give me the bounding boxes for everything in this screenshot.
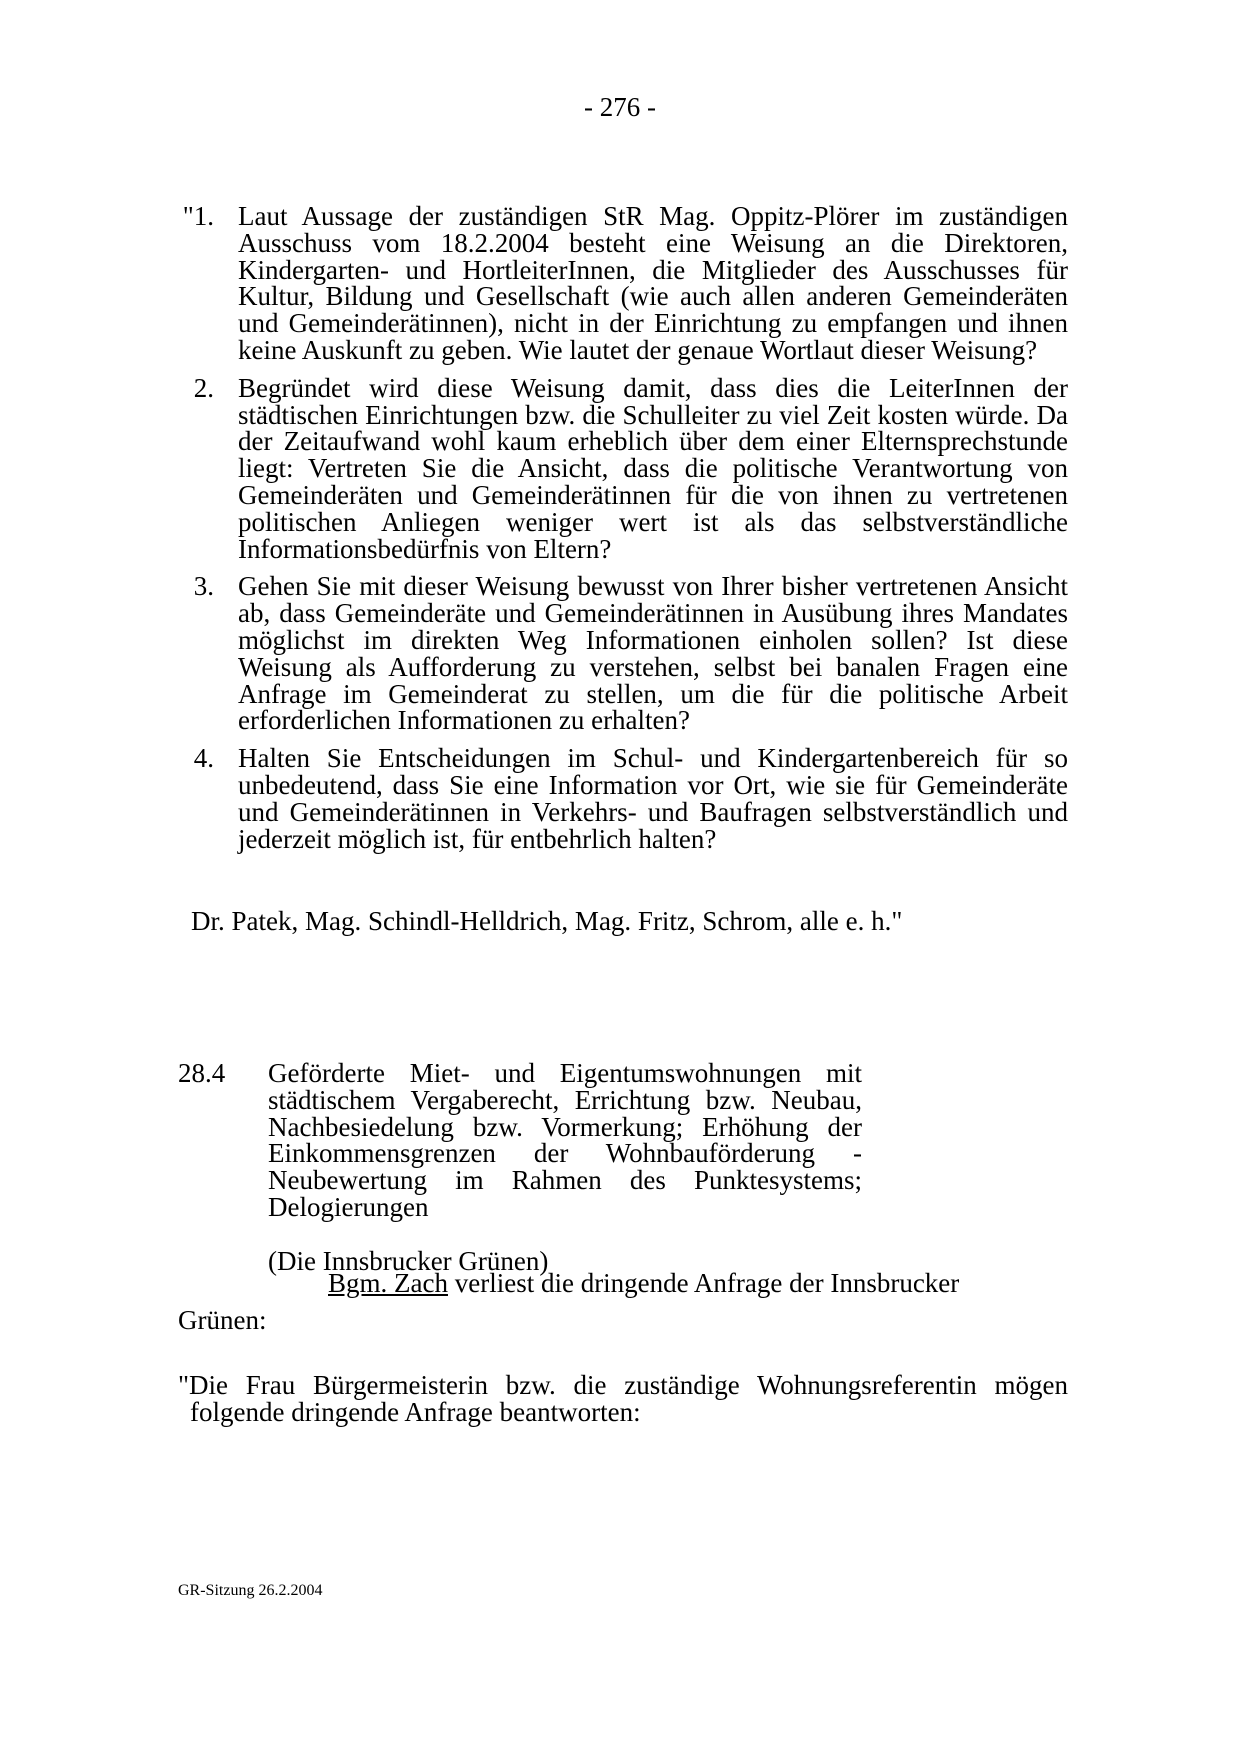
question-text: Halten Sie Entscheidungen im Schul- und Kindergartenbereich für so unbedeutend, dass Sie eine Information vor Ort, wie sie für Gemeinderäte und Gemeinderätinnen in Verkehrs- und Baufragen selbstverständlich und jederzeit möglich ist, für entbehrlich halten?: [238, 743, 1068, 854]
question-list: [178, 203, 1068, 863]
question-number: 3.: [193, 571, 214, 602]
question-text: Begründet wird diese Weisung damit, dass dies die LeiterInnen der städtischen Einrichtungen bzw. die Schulleiter zu viel Zeit kosten würde. Da der Zeitaufwand wohl kaum erheblich über dem einer Elternsprechstunde liegt: Vertreten Sie die Ansicht, dass die politische Verantwortung von Gemeinderäten und Gemeinderätinnen für die von ihnen zu vertretenen politischen Anliegen weniger wert ist als das selbstverständliche Informationsbedürfnis von Eltern?: [238, 372, 1068, 564]
question-number: 2.: [193, 372, 214, 403]
question-text: Laut Aussage der zuständigen StR Mag. Oppitz-Plörer im zuständigen Ausschuss vom 18.2.2004 besteht eine Weisung an die Direktoren, Kindergarten- und HortleiterInnen, die Mitglieder des Ausschusses für Kultur, Bildung und Gesellschaft (wie auch allen anderen Gemeinderäten und Gemeinderätinnen), nicht in der Einrichtung zu empfangen und ihnen keine Auskunft zu geben. Wie lautet der genaue Wortlaut dieser Weisung?: [238, 201, 1068, 365]
reading-text: verliest die dringende Anfrage der Innsbrucker: [447, 1268, 960, 1298]
question-text: Gehen Sie mit dieser Weisung bewusst von Ihrer bisher vertretenen Ansicht ab, dass Gemeinderäte und Gemeinderätinnen in Ausübung ihres Mandates möglichst im direkten Weg Informationen einholen sollen? Ist diese Weisung als Aufforderung zu verstehen, selbst bei banalen Fragen eine Anfrage im Gemeinderat zu stellen, um die für die politische Arbeit erforderlichen Informationen zu erhalten?: [238, 571, 1068, 736]
question-number: "1.: [182, 201, 214, 231]
question-item-1: [178, 203, 1068, 364]
inquiry-intro-line-1: "Die Frau Bürgermeisterin bzw. die zuständige Wohnungsreferentin mögen: [178, 1370, 1068, 1400]
speaker-name: Bgm. Zach: [328, 1268, 448, 1298]
section-number: 28.4: [178, 1058, 226, 1088]
footer-session: GR-Sitzung 26.2.2004: [178, 1582, 323, 1599]
signatures: Dr. Patek, Mag. Schindl-Helldrich, Mag. Fritz, Schrom, alle e. h.": [191, 906, 903, 936]
question-item-3: [178, 573, 1068, 734]
reading-line: [328, 1268, 959, 1298]
question-item-4: [178, 745, 1068, 852]
inquiry-intro-line-2: folgende dringende Anfrage beantworten:: [190, 1396, 641, 1427]
question-item-2: [178, 372, 1068, 564]
inquiry-intro: [178, 1372, 1068, 1426]
reading-continued: Grünen:: [178, 1305, 267, 1335]
section-party: (Die Innsbrucker Grünen): [268, 1246, 549, 1276]
section-title: Geförderte Miet- und Eigentumswohnungen mit städtischem Vergaberecht, Errichtung bzw. Neubau, Nachbesiedelung bzw. Vormerkung; Erhöhung der Einkommensgrenzen der Wohnbauförderung - Neubewertung im Rahmen des Punktesystems; Delogierungen: [268, 1058, 862, 1222]
question-number: 4.: [193, 743, 214, 774]
page-number: - 276 -: [584, 92, 656, 122]
